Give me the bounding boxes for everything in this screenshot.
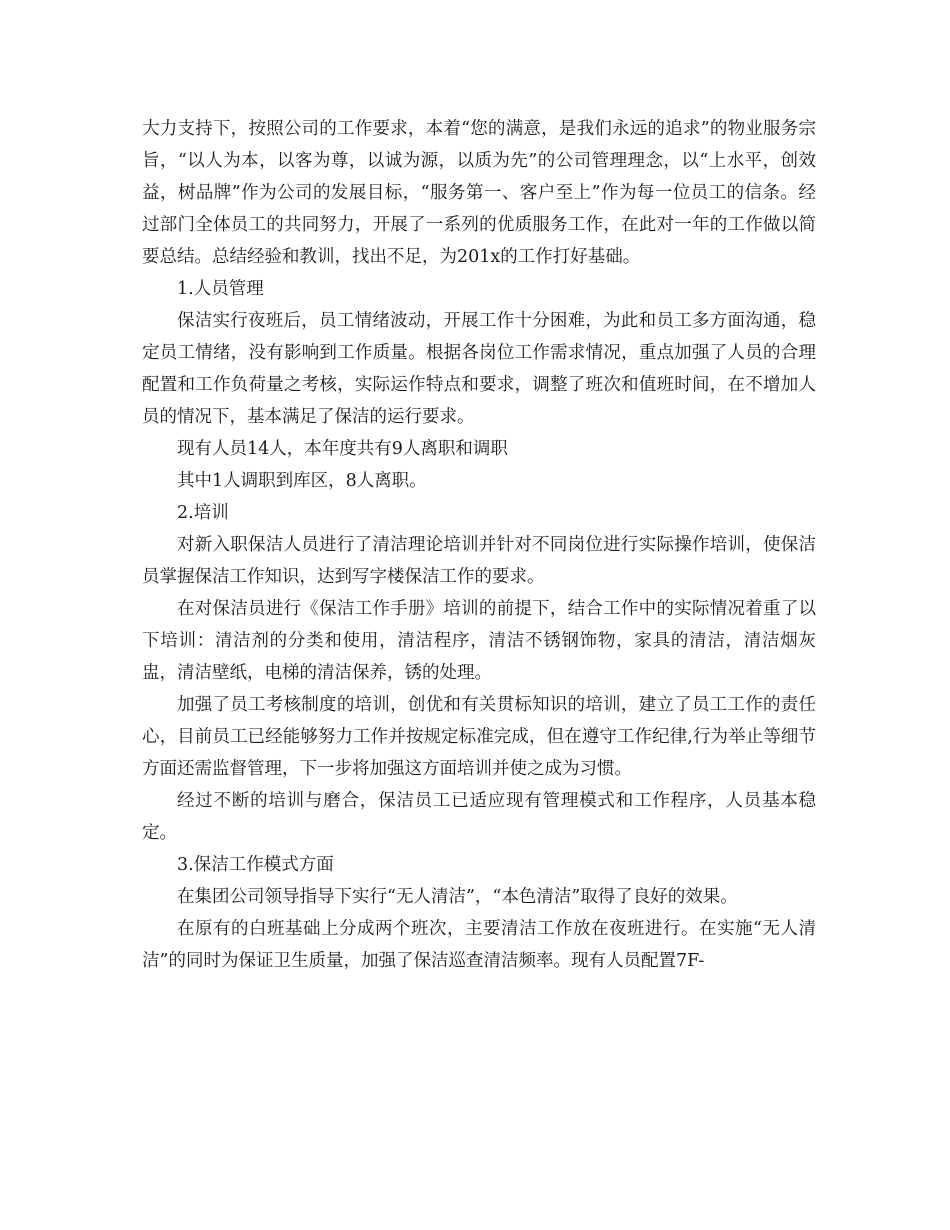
heading-personnel-management: 1.人员管理 [177,279,264,299]
paragraph-night-shift: 保洁实行夜班后，员工情绪波动，开展工作十分困难，为此和员工多方面沟通，稳定员工情绪，没有影响到工作质量。根据各岗位工作需求情况，重点加强了人员的合理配置和工作负荷量之考核，实际运作特点和要求，调整了班次和值班时间，在不增加人员的情况下，基本满足了保洁的运行要求。 [142,311,816,427]
paragraph-manual-training: 在对保洁员进行《保洁工作手册》培训的前提下，结合工作中的实际情况着重了以下培训：清洁剂的分类和使用，清洁程序，清洁不锈钢饰物，家具的清洁，清洁烟灰盅，清洁壁纸，电梯的清洁保养，锈的处理。 [142,599,816,683]
document-page [142,113,816,977]
paragraph-assessment-training: 加强了员工考核制度的培训，创优和有关贯标知识的培训，建立了员工工作的责任心，目前员工已经能够努力工作并按规定标准完成，但在遵守工作纪律,行为举止等细节方面还需监督管理，下一步将加强这方面培训并使之成为习惯。 [142,695,816,779]
paragraph-staff-count: 现有人员14人，本年度共有9人离职和调职 [177,439,508,459]
paragraph-intro: 大力支持下，按照公司的工作要求，本着“您的满意，是我们永远的追求”的物业服务宗旨，“以人为本，以客为尊，以诚为源，以质为先”的公司管理理念，以“上水平，创效益，树品牌”作为公司的发展目标，“服务第一、客户至上”作为每一位员工的信条。经过部门全体员工的共同努力，开展了一系列的优质服务工作，在此对一年的工作做以简要总结。总结经验和教训，找出不足，为201x的工作打好基础。 [142,119,816,267]
heading-training: 2.培训 [177,503,229,523]
paragraph-unmanned-cleaning: 在集团公司领导指导下实行“无人清洁”，“本色清洁”取得了良好的效果。 [177,887,738,907]
paragraph-new-staff-training: 对新入职保洁人员进行了清洁理论培训并针对不同岗位进行实际操作培训，使保洁员掌握保洁工作知识，达到写字楼保洁工作的要求。 [142,535,816,587]
paragraph-training-result: 经过不断的培训与磨合，保洁员工已适应现有管理模式和工作程序，人员基本稳定。 [142,791,816,843]
paragraph-staff-transfer: 其中1人调职到库区，8人离职。 [177,471,427,491]
heading-work-mode: 3.保洁工作模式方面 [177,855,334,875]
paragraph-shift-arrangement: 在原有的白班基础上分成两个班次，主要清洁工作放在夜班进行。在实施“无人清洁”的同时为保证卫生质量，加强了保洁巡查清洁频率。现有人员配置7F- [142,919,816,971]
